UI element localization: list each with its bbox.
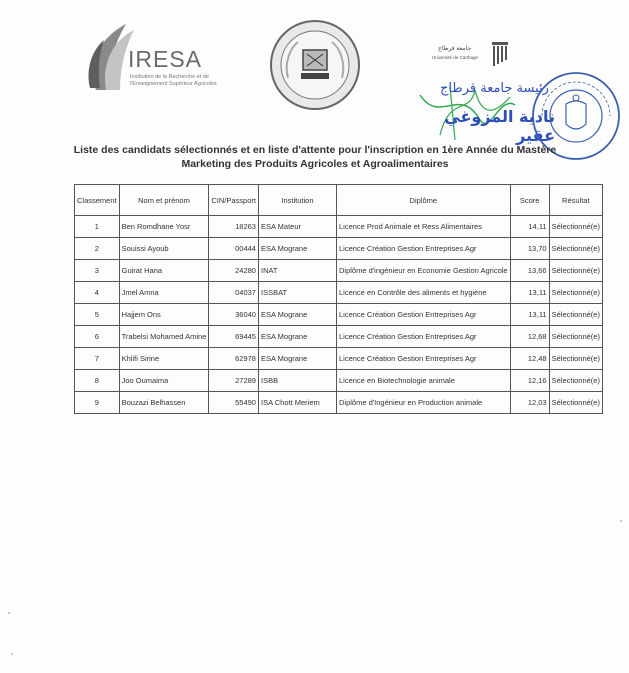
cell-score: 12,48	[510, 348, 549, 370]
cell-diploma: Licence en Contrôle des aliments et hygiène	[336, 282, 510, 304]
cell-diploma: Licence Création Gestion Entreprises Agr	[336, 348, 510, 370]
cell-institution: ESA Mograne	[258, 326, 336, 348]
title-line1: Liste des candidats sélectionnés et en liste d'attente pour l'inscription en 1ère Année du Mastère	[73, 144, 557, 156]
cell-institution: ESA Mateur	[258, 216, 336, 238]
cell-institution: ESA Mograne	[258, 238, 336, 260]
table-row	[75, 370, 603, 392]
column-header-diploma: Diplôme	[336, 185, 510, 216]
scan-speck	[8, 612, 10, 614]
cell-name: Bouzazi Belhassen	[119, 392, 209, 414]
iresa-subtitle-line2: l'Enseignement Supérieur Agricoles	[130, 81, 217, 87]
cell-score: 13,11	[510, 304, 549, 326]
scan-speck	[11, 653, 13, 655]
cell-diploma: Licence Prod Animale et Ress Alimentaires	[336, 216, 510, 238]
signature	[380, 75, 555, 145]
table-row	[75, 282, 603, 304]
cell-diploma: Licence Création Gestion Entreprises Agr	[336, 326, 510, 348]
school-seal-icon	[268, 18, 362, 112]
iresa-logo	[78, 18, 248, 93]
column-header-result: Résultat	[549, 185, 602, 216]
cell-rank: 5	[75, 304, 120, 326]
carthage-arabic-name: جامعة قرطاج	[438, 46, 472, 52]
cell-institution: ISSBAT	[258, 282, 336, 304]
cell-result: Sélectionné(e)	[549, 238, 602, 260]
iresa-subtitle-line1: Institution de la Recherche et de	[130, 74, 209, 80]
cell-rank: 4	[75, 282, 120, 304]
cell-rank: 3	[75, 260, 120, 282]
table-row	[75, 392, 603, 414]
cell-name: Trabelsi Mohamed Amine	[119, 326, 209, 348]
column-header-rank: Classement	[75, 185, 120, 216]
table-row	[75, 260, 603, 282]
cell-diploma: Diplôme d'Ingénieur en Production animale	[336, 392, 510, 414]
cell-cin: 36040	[209, 304, 259, 326]
document-title	[60, 143, 570, 171]
cell-rank: 2	[75, 238, 120, 260]
cell-name: Khlifi Sirine	[119, 348, 209, 370]
cell-result: Sélectionné(e)	[549, 282, 602, 304]
cell-rank: 8	[75, 370, 120, 392]
cell-result: Sélectionné(e)	[549, 392, 602, 414]
cell-cin: 04037	[209, 282, 259, 304]
carthage-name: Université de Carthage	[432, 55, 479, 60]
cell-result: Sélectionné(e)	[549, 348, 602, 370]
column-header-cin: CIN/Passport	[209, 185, 259, 216]
scan-speck	[620, 520, 622, 522]
cell-rank: 6	[75, 326, 120, 348]
cell-name: Hajjem Ons	[119, 304, 209, 326]
cell-score: 13,66	[510, 260, 549, 282]
cell-diploma: Licence Création Gestion Entreprises Agr	[336, 304, 510, 326]
cell-rank: 7	[75, 348, 120, 370]
cell-institution: INAT	[258, 260, 336, 282]
cell-cin: 18263	[209, 216, 259, 238]
cell-diploma: Diplôme d'ingénieur en Economie Gestion Agricole	[336, 260, 510, 282]
cell-institution: ISA Chott Meriem	[258, 392, 336, 414]
cell-cin: 00444	[209, 238, 259, 260]
column-header-name: Nom et prénom	[119, 185, 209, 216]
iresa-subtitle	[130, 74, 250, 88]
table-row	[75, 216, 603, 238]
table-row	[75, 238, 603, 260]
cell-score: 13,11	[510, 282, 549, 304]
cell-rank: 9	[75, 392, 120, 414]
cell-rank: 1	[75, 216, 120, 238]
cell-score: 12,68	[510, 326, 549, 348]
carthage-logo	[432, 42, 512, 68]
cell-cin: 27289	[209, 370, 259, 392]
cell-cin: 55490	[209, 392, 259, 414]
cell-name: Joo Oumaima	[119, 370, 209, 392]
table-header-row	[75, 185, 603, 216]
column-header-institution: Institution	[258, 185, 336, 216]
signature-title: رئيسة جامعة قرطاج	[440, 81, 549, 96]
cell-score: 12,16	[510, 370, 549, 392]
cell-cin: 69445	[209, 326, 259, 348]
cell-cin: 24280	[209, 260, 259, 282]
table-row	[75, 348, 603, 370]
cell-diploma: Licence en Biotechnologie animale	[336, 370, 510, 392]
cell-institution: ESA Mograne	[258, 304, 336, 326]
iresa-name: IRESA	[128, 46, 203, 72]
cell-name: Jmel Amna	[119, 282, 209, 304]
cell-score: 13,70	[510, 238, 549, 260]
cell-result: Sélectionné(e)	[549, 370, 602, 392]
cell-institution: ISBB	[258, 370, 336, 392]
table-row	[75, 304, 603, 326]
cell-result: Sélectionné(e)	[549, 326, 602, 348]
cell-name: Souissi Ayoub	[119, 238, 209, 260]
cell-name: Ben Romdhane Yosr	[119, 216, 209, 238]
cell-cin: 62978	[209, 348, 259, 370]
cell-diploma: Licence Création Gestion Entreprises Agr	[336, 238, 510, 260]
cell-institution: ESA Mograne	[258, 348, 336, 370]
table-row	[75, 326, 603, 348]
cell-result: Sélectionné(e)	[549, 216, 602, 238]
cell-name: Guirat Hana	[119, 260, 209, 282]
cell-result: Sélectionné(e)	[549, 304, 602, 326]
columns-icon	[492, 42, 508, 66]
cell-score: 14,11	[510, 216, 549, 238]
title-line2: Marketing des Produits Agricoles et Agroalimentaires	[181, 158, 449, 170]
candidates-table	[74, 184, 603, 414]
cell-result: Sélectionné(e)	[549, 260, 602, 282]
signature-name: نادية المزوغي عقير	[444, 107, 555, 145]
column-header-score: Score	[510, 185, 549, 216]
cell-score: 12,03	[510, 392, 549, 414]
